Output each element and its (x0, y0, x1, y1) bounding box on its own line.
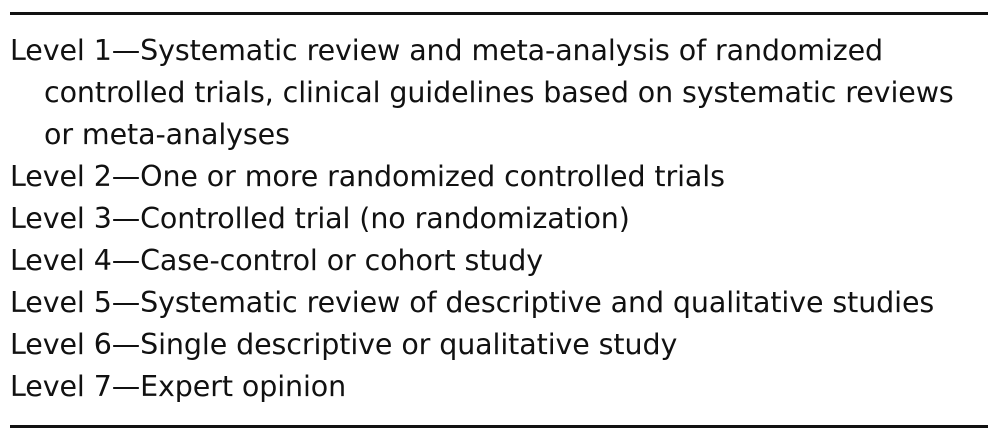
level-3-item: Level 3—Controlled trial (no randomization) (10, 202, 630, 235)
evidence-levels-list (10, 30, 988, 408)
bottom-rule (10, 425, 988, 428)
level-6-item: Level 6—Single descriptive or qualitative study (10, 328, 678, 361)
level-5-item: Level 5—Systematic review of descriptive and qualitative studies (10, 286, 935, 319)
level-4-item: Level 4—Case-control or cohort study (10, 244, 544, 277)
top-rule (10, 12, 988, 15)
level-1-item: Level 1—Systematic review and meta-analysis of randomized controlled trials, clinical guidelines based on systematic reviews or meta-analyses (10, 34, 954, 151)
level-7-item: Level 7—Expert opinion (10, 370, 347, 403)
level-2-item: Level 2—One or more randomized controlled trials (10, 160, 725, 193)
